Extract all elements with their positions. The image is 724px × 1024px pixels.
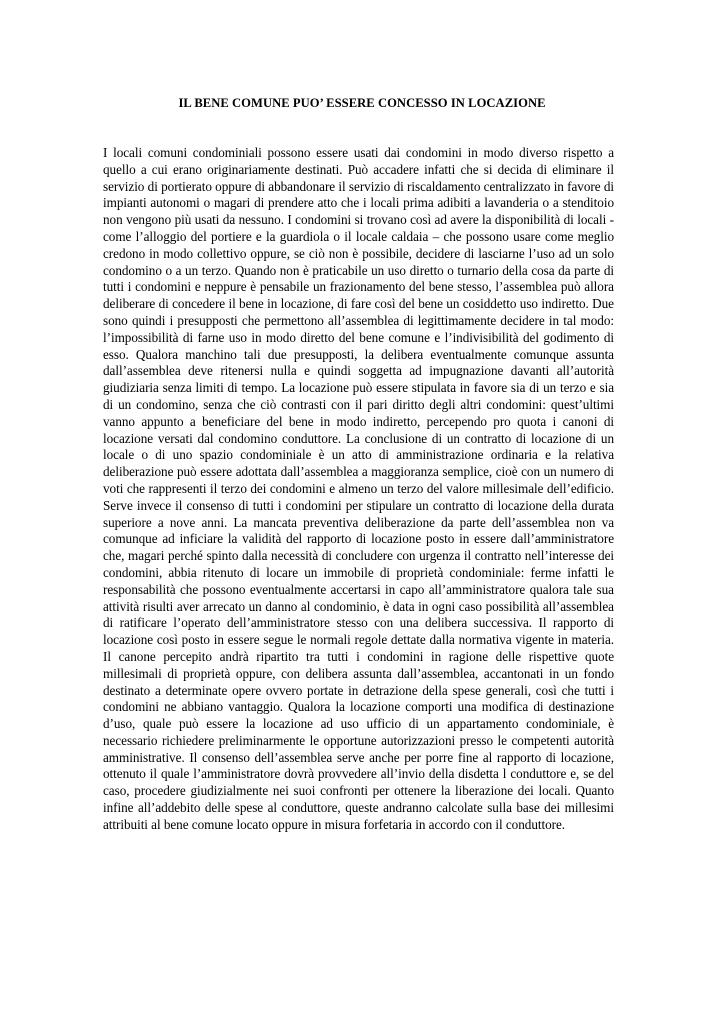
document-body-paragraph: I locali comuni condominiali possono essere usati dai condomini in modo diverso rispetto a quello a cui erano originariamente destinati. Può accadere infatti che si decida di eliminare il servizio di portierato oppure di abbandonare il servizio di riscaldamento centralizzato in favore di impianti autonomi o magari di prendere atto che i locali prima adibiti a lavanderia o a stenditoio non vengono più usati da nessuno. I condomini si trovano così ad avere la disponibilità di locali - come l’alloggio del portiere e la guardiola o il locale caldaia – che possono usare come meglio credono in modo collettivo oppure, se ciò non è possibile, decidere di lasciarne l’uso ad un solo condomino o a un terzo. Quando non è praticabile un uso diretto o turnario della cosa da parte di tutti i condomini e neppure è pensabile un frazionamento del bene stesso, l’assemblea può allora deliberare di concedere il bene in locazione, di fare così del bene un cosiddetto uso indiretto. Due sono quindi i presupposti che permettono all’assemblea di legittimamente decidere in tal modo: l’impossibilità di farne uso in modo diretto del bene comune e l’indivisibilità del godimento di esso. Qualora manchino tali due presupposti, la delibera eventualmente comunque assunta dall’assemblea deve ritenersi nulla e quindi soggetta ad impugnazione davanti all’autorità giudiziaria senza limiti di tempo. La locazione può essere stipulata in favore sia di un terzo e sia di un condomino, senza che ciò contrasti con il pari diritto degli altri condomini: quest’ultimi vanno appunto a beneficiare del bene in modo indiretto, percependo pro quota i canoni di locazione versati dal condomino conduttore. La conclusione di un contratto di locazione di un locale o di uno spazio condominiale è un atto di amministrazione ordinaria e la relativa deliberazione può essere adottata dall’assemblea a maggioranza semplice, cioè con un numero di voti che rappresenti il terzo dei condomini e almeno un terzo del valore millesimale dell’edificio. Serve invece il consenso di tutti i condomini per stipulare un contratto di locazione della durata superiore a nove anni. La mancata preventiva deliberazione da parte dell’assemblea non va comunque ad inficiare la validità del rapporto di locazione posto in essere dall’amministratore che, magari perché spinto dalla necessità di concludere con urgenza il contratto nell’interesse dei condomini, abbia ritenuto di locare un immobile di proprietà condominiale: ferme infatti le responsabilità che possono eventualmente accertarsi in capo all’amministratore qualora tale sua attività risulti aver arrecato un danno al condominio, è data in ogni caso possibilità all’assemblea di ratificare l’operato dell’amministratore stesso con una delibera successiva. Il rapporto di locazione così posto in essere segue le normali regole dettate dalla normativa vigente in materia. Il canone percepito andrà ripartito tra tutti i condomini in ragione delle rispettive quote millesimali di proprietà oppure, con delibera assunta dall’assemblea, accantonati in un fondo destinato a determinate opere ovvero portate in detrazione della spese generali, così che tutti i condomini ne abbiano vantaggio. Qualora la locazione comporti una modifica di destinazione d’uso, quale può essere la locazione ad uso ufficio di un appartamento condominiale, è necessario richiedere preliminarmente le opportune autorizzazioni presso le competenti autorità amministrative. Il consenso dell’assemblea serve anche per porre fine al rapporto di locazione, ottenuto il quale l’amministratore dovrà provvedere all’invio della disdetta l conduttore e, se del caso, procedere giudizialmente nei suoi confronti per ottenere la liberazione dei locali. Quanto infine all’addebito delle spese al conduttore, queste andranno calcolate sulla base dei millesimi attribuiti al bene comune locato oppure in misura forfetaria in accordo con il conduttore. (103, 145, 614, 832)
document-title: IL BENE COMUNE PUO’ ESSERE CONCESSO IN LOCAZIONE (178, 96, 546, 110)
